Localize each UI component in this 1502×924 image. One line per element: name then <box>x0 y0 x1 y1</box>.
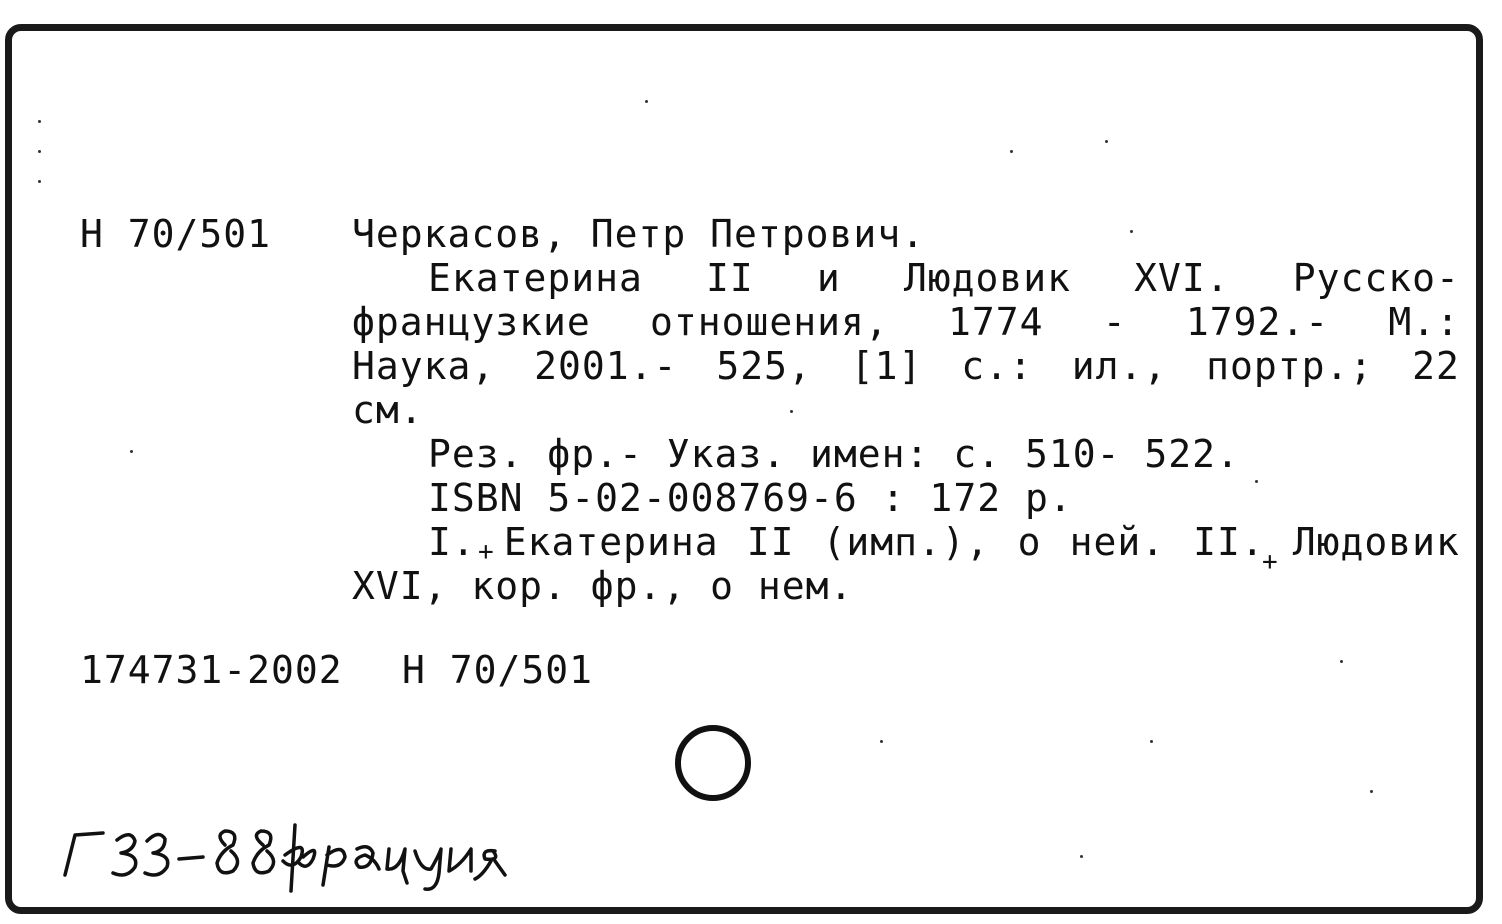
inventory-number: 174731-2002 <box>80 648 343 692</box>
word: 1774 <box>948 300 1044 344</box>
title-line-4: см. <box>352 388 424 432</box>
scan-speck <box>1010 150 1013 153</box>
word: II <box>706 256 754 300</box>
scan-speck <box>1105 140 1108 143</box>
word: Русско- <box>1292 256 1460 300</box>
word: 1792.- <box>1185 300 1330 344</box>
cross-mark: + <box>478 537 495 567</box>
scan-speck <box>1255 480 1258 483</box>
notes-line: Рез. фр.- Указ. имен: с. 510- 522. <box>428 432 1240 476</box>
title-line-3 <box>352 344 1460 388</box>
scan-speck <box>1080 855 1083 858</box>
word: I. <box>428 520 476 564</box>
handwritten-note <box>55 795 535 895</box>
scan-speck <box>38 120 41 123</box>
word: Наука, <box>352 344 496 388</box>
word: Екатерина <box>428 256 643 300</box>
word: и <box>816 256 841 300</box>
scan-speck <box>1370 790 1373 793</box>
title-line-1 <box>428 256 1460 300</box>
word: М.: <box>1388 300 1460 344</box>
card-punch-hole <box>675 725 751 801</box>
scan-speck <box>880 740 883 743</box>
word: Екатерина <box>503 520 719 564</box>
word: ил., <box>1071 344 1168 388</box>
word: о <box>1017 520 1042 564</box>
scan-speck <box>790 410 793 413</box>
word: XVI. <box>1134 256 1230 300</box>
word: (имп.), <box>822 520 990 564</box>
word: с.: <box>961 344 1033 388</box>
word: портр.; <box>1206 344 1374 388</box>
shelfmark-bottom: Н 70/501 <box>402 648 594 692</box>
title-line-2 <box>352 300 1460 344</box>
word: II <box>746 520 795 564</box>
scan-speck <box>38 180 41 183</box>
scan-speck <box>1340 660 1343 663</box>
word: отношения, <box>650 300 889 344</box>
scan-speck <box>38 150 41 153</box>
shelfmark: Н 70/501 <box>80 212 272 256</box>
word: Людовик <box>903 256 1072 300</box>
word: ней. <box>1069 520 1166 564</box>
word: 525, <box>716 344 812 388</box>
word: II. <box>1193 520 1265 564</box>
scan-speck <box>1130 230 1133 233</box>
isbn-line: ISBN 5-02-008769-6 : 172 р. <box>428 476 1073 520</box>
subjects-line-2: XVI, кор. фр., о нем. <box>352 564 854 608</box>
scan-speck <box>645 100 648 103</box>
cross-mark: + <box>1262 547 1279 577</box>
scan-speck <box>1150 740 1153 743</box>
scan-speck <box>130 450 133 453</box>
word: 22 <box>1412 344 1460 388</box>
author-heading: Черкасов, Петр Петрович. <box>352 212 926 256</box>
word: - <box>1102 300 1127 344</box>
word: французкие <box>352 300 591 344</box>
word: [1] <box>850 344 923 388</box>
subjects-line-1 <box>428 520 1460 564</box>
word: 2001.- <box>534 344 678 388</box>
word: Людовик <box>1292 520 1460 564</box>
